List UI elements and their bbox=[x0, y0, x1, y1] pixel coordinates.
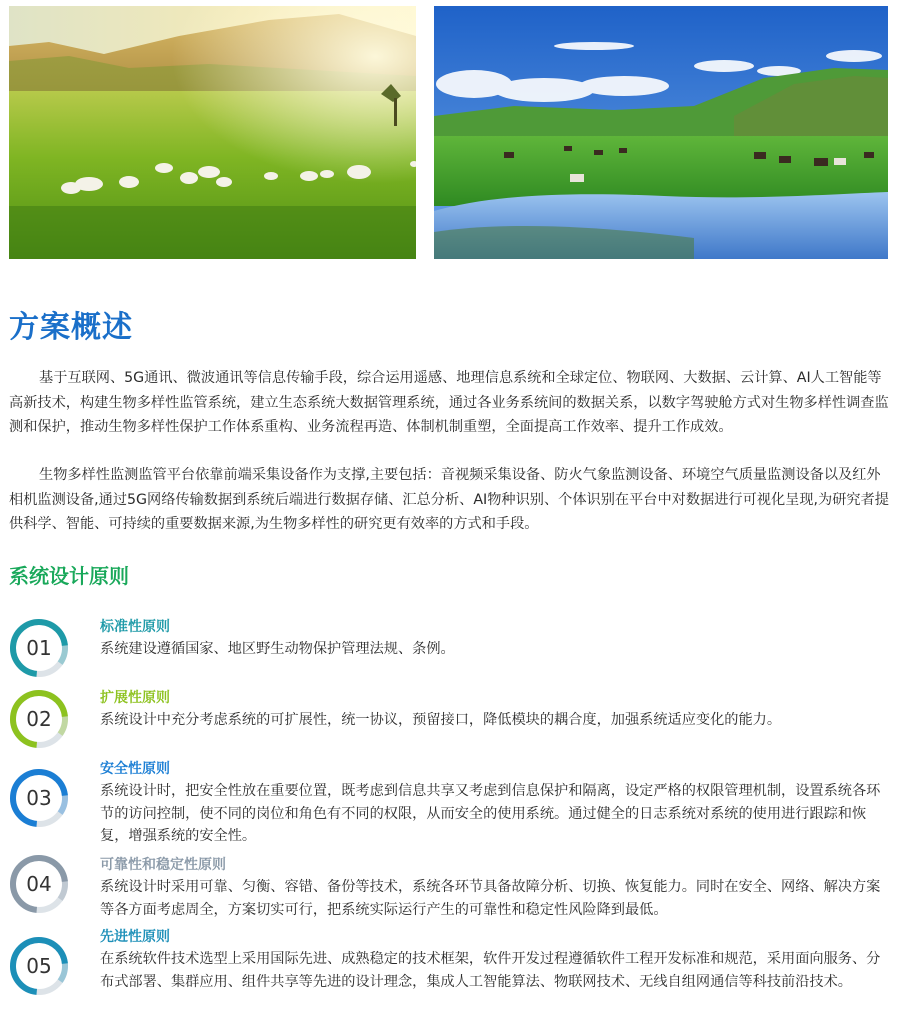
overview-paragraph-1: 基于互联网、5G通讯、微波通讯等信息传输手段，综合运用遥感、地理信息系统和全球定位、物联网、大数据、云计算、AI人工智能等高新技术，构建生物多样性监管系统，建立生态系统大数据管理系统，通过各业务系统间的数据关系，以数字驾驶舱方式对生物多样性调查监测和保护，推动生物多样性保护工作体系重构、业务流程再造、体制机制重塑，全面提高工作效率、提升工作成效。 bbox=[9, 370, 889, 435]
number-ring-icon bbox=[9, 768, 69, 828]
overview-title: 方案概述 bbox=[9, 310, 133, 345]
principle-title: 可靠性和稳定性原则 bbox=[100, 857, 226, 873]
principle-title: 安全性原则 bbox=[100, 761, 170, 777]
number-ring-badge bbox=[9, 618, 69, 678]
number-ring-badge bbox=[9, 689, 69, 749]
cattle-grassland-photo bbox=[434, 6, 888, 259]
principle-description: 系统设计时，把安全性放在重要位置，既考虑到信息共享又考虑到信息保护和隔离，设定严格的权限管理机制，设置系统各环节的访问控制，使不同的岗位和角色有不同的权限，从而安全的使用系统。通过健全的日志系统对系统的使用进行跟踪和恢复，增强系统的安全性。 bbox=[100, 783, 881, 844]
badge-number: 01 bbox=[26, 636, 52, 660]
number-ring-icon bbox=[9, 618, 69, 678]
principles-title: 系统设计原则 bbox=[9, 564, 129, 588]
badge-number: 02 bbox=[26, 707, 52, 731]
number-ring-icon bbox=[9, 689, 69, 749]
cattle-grassland-image bbox=[434, 6, 888, 259]
sheep-meadow-photo bbox=[9, 6, 416, 259]
overview-paragraph-2: 生物多样性监测监管平台依靠前端采集设备作为支撑,主要包括：音视频采集设备、防火气象监测设备、环境空气质量监测设备以及红外相机监测设备,通过5G网络传输数据到系统后端进行数据存储、汇总分析、AI物种识别、个体识别在平台中对数据进行可视化呈现,为研究者提供科学、智能、可持续的重要数据来源,为生物多样性的研究更有效率的方式和手段。 bbox=[9, 467, 889, 532]
badge-number: 03 bbox=[26, 786, 52, 810]
number-ring-badge bbox=[9, 854, 69, 914]
principle-description: 在系统软件技术选型上采用国际先进、成熟稳定的技术框架，软件开发过程遵循软件工程开发标准和规范，采用面向服务、分布式部署、集群应用、组件共享等先进的设计理念，集成人工智能算法、物联网技术、无线自组网通信等科技前沿技术。 bbox=[100, 951, 881, 990]
principle-title: 扩展性原则 bbox=[100, 690, 170, 706]
principle-description: 系统设计中充分考虑系统的可扩展性，统一协议，预留接口，降低模块的耦合度，加强系统适应变化的能力。 bbox=[100, 712, 782, 728]
number-ring-badge bbox=[9, 936, 69, 996]
sheep-meadow-image bbox=[9, 6, 416, 259]
number-ring-icon bbox=[9, 936, 69, 996]
badge-number: 04 bbox=[26, 872, 52, 896]
principle-title: 标准性原则 bbox=[100, 619, 170, 635]
principle-title: 先进性原则 bbox=[100, 929, 170, 945]
number-ring-icon bbox=[9, 854, 69, 914]
badge-number: 05 bbox=[26, 954, 52, 978]
number-ring-badge bbox=[9, 768, 69, 828]
principle-description: 系统设计时采用可靠、匀衡、容错、备份等技术，系统各环节具备故障分析、切换、恢复能力。同时在安全、网络、解决方案等各方面考虑周全，方案切实可行，把系统实际运行产生的可靠性和稳定性风险降到最低。 bbox=[100, 879, 881, 918]
principle-description: 系统建设遵循国家、地区野生动物保护管理法规、条例。 bbox=[100, 641, 455, 657]
